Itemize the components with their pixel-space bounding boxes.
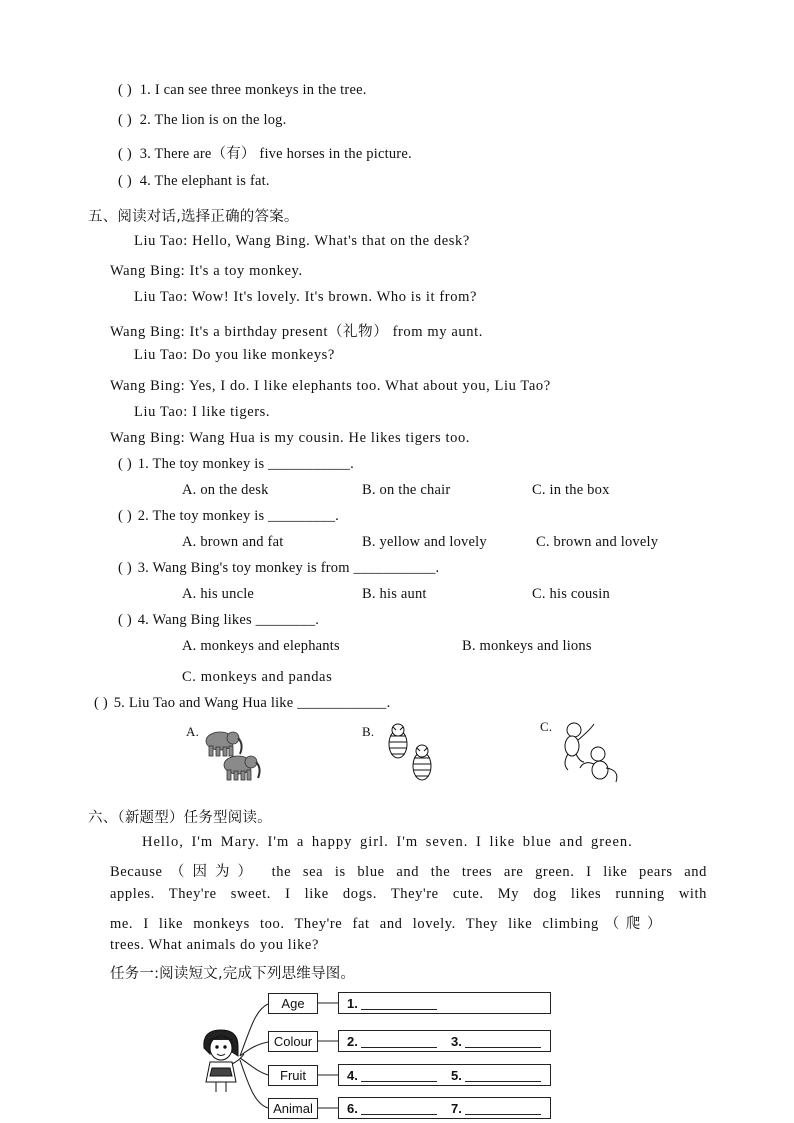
answer-blank[interactable] [361,1102,437,1115]
answer-bracket[interactable]: ( ) [94,695,108,711]
option-c[interactable]: C. brown and lovely [536,534,659,550]
dialogue-line: Wang Bing: It's a toy monkey. [110,263,303,279]
answer-blank[interactable] [361,1069,437,1082]
question-stem: ( ) 5. Liu Tao and Wang Hua like ____________. [94,695,391,711]
option-c[interactable]: C. in the box [532,482,610,498]
answer-blank[interactable] [361,1035,437,1048]
option-b-label[interactable]: B. [362,724,375,739]
blank-number: 4. [347,1068,358,1083]
dialogue-line: Wang Bing: It's a birthday present（礼物） from my aunt. [110,324,483,340]
dialogue-line: Wang Bing: Wang Hua is my cousin. He likes tigers too. [110,430,471,446]
mindmap-answer-box[interactable] [338,1064,551,1086]
passage-line: Hello, I'm Mary. I'm a happy girl. I'm seven. I like blue and green. [142,834,633,850]
mindmap-answer-box[interactable] [338,1030,551,1052]
option-b[interactable]: B. his aunt [362,586,427,602]
dialogue-line: Liu Tao: I like tigers. [134,404,271,420]
judge-text: 1. I can see three monkeys in the tree. [139,82,367,98]
dialogue-line: Liu Tao: Do you like monkeys? [134,347,335,363]
blank-number: 3. [451,1034,462,1049]
passage-line: me. I like monkeys too. They're fat and lovely. They like climbing（爬） [110,916,662,932]
dialogue-line: Liu Tao: Wow! It's lovely. It's brown. Who is it from? [134,289,477,305]
answer-blank[interactable] [465,1102,541,1115]
passage-line: apples. They're sweet. I like dogs. They're cute. My dog likes running with [110,886,707,902]
answer-bracket[interactable]: ( ) [118,173,132,189]
option-a[interactable]: A. brown and fat [182,534,284,550]
answer-bracket[interactable]: ( ) [118,456,132,472]
passage-line: Because（因为） the sea is blue and the trees are green. I like pears and [110,864,707,880]
option-b[interactable]: B. on the chair [362,482,451,498]
judge-text: 4. The elephant is fat. [139,173,270,189]
section-title: 五、阅读对话,选择正确的答案。 [88,209,299,225]
dialogue-line: Wang Bing: Yes, I do. I like elephants too. What about you, Liu Tao? [110,378,551,394]
answer-blank[interactable] [361,997,437,1010]
option-c[interactable]: C. his cousin [532,586,610,602]
blank-number: 2. [347,1034,358,1049]
girl-illustration [196,1028,246,1094]
passage-line: trees. What animals do you like? [110,937,319,953]
task-title: 任务一:阅读短文,完成下列思维导图。 [110,966,356,982]
option-c[interactable]: C. monkeys and pandas [182,669,333,685]
answer-bracket[interactable]: ( ) [118,146,132,162]
mindmap-answer-box[interactable] [338,992,551,1014]
answer-bracket[interactable]: ( ) [118,612,132,628]
option-c-label[interactable]: C. [540,719,553,734]
question-stem: ( ) 1. The toy monkey is ___________. [118,456,354,472]
judge-text: 3. There are（有） five horses in the picture. [139,146,412,162]
blank-number: 1. [347,996,358,1011]
mindmap-label-fruit: Fruit [268,1065,318,1086]
judge-text: 2. The lion is on the log. [139,112,287,128]
answer-blank[interactable] [465,1035,541,1048]
answer-bracket[interactable]: ( ) [118,112,132,128]
question-stem: ( ) 3. Wang Bing's toy monkey is from ___________. [118,560,440,576]
question-stem: ( ) 4. Wang Bing likes ________. [118,612,320,628]
answer-bracket[interactable]: ( ) [118,508,132,524]
option-b[interactable]: B. monkeys and lions [462,638,592,654]
section-title: 六、（新题型）任务型阅读。 [88,810,272,826]
mindmap-label-animal: Animal [268,1098,318,1119]
blank-number: 6. [347,1101,358,1116]
option-a[interactable]: A. his uncle [182,586,255,602]
blank-number: 5. [451,1068,462,1083]
dialogue-line: Liu Tao: Hello, Wang Bing. What's that on the desk? [134,233,470,249]
option-b[interactable]: B. yellow and lovely [362,534,487,550]
mindmap-label-age: Age [268,993,318,1014]
option-a[interactable]: A. on the desk [182,482,269,498]
answer-blank[interactable] [465,1069,541,1082]
option-a-label[interactable]: A. [186,724,200,739]
answer-bracket[interactable]: ( ) [118,82,132,98]
blank-number: 7. [451,1101,462,1116]
question-stem: ( ) 2. The toy monkey is _________. [118,508,339,524]
option-a[interactable]: A. monkeys and elephants [182,638,340,654]
mindmap-label-colour: Colour [268,1031,318,1052]
mindmap-answer-box[interactable] [338,1097,551,1119]
answer-bracket[interactable]: ( ) [118,560,132,576]
